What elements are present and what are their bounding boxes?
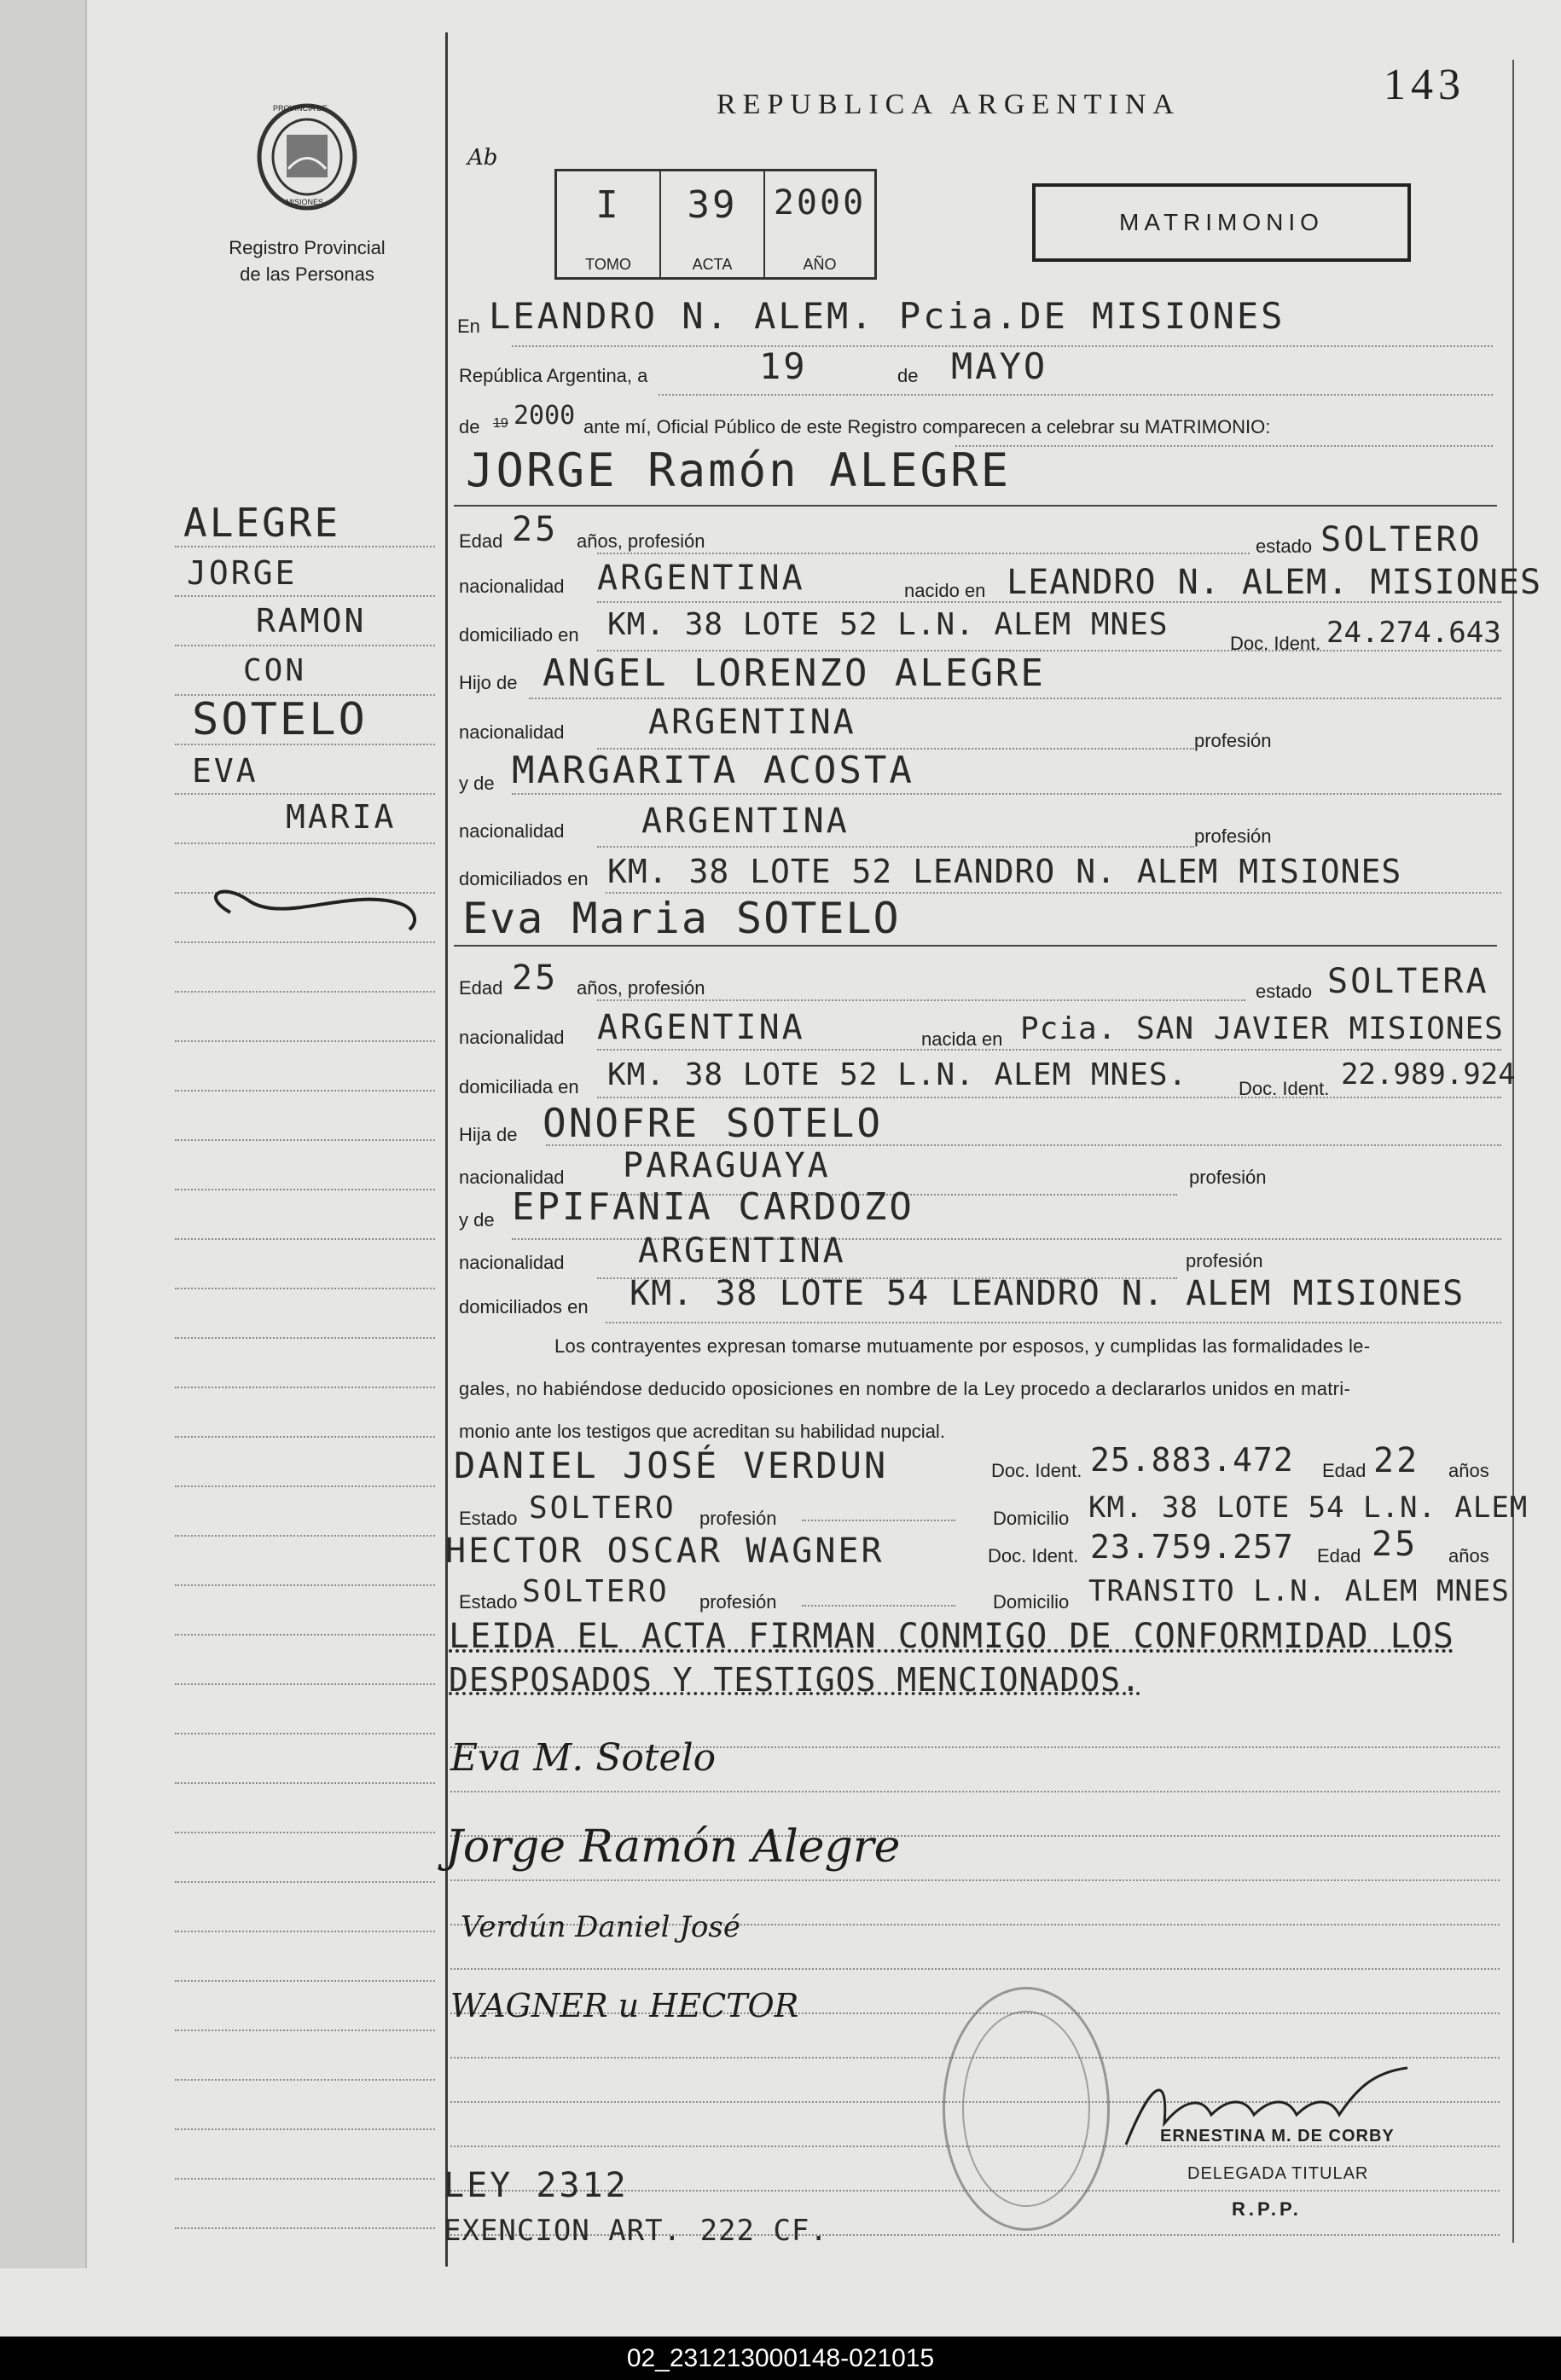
country-title: REPUBLICA ARGENTINA	[717, 89, 1181, 120]
bride-estado-label: estado	[1256, 981, 1313, 1002]
witness1-prof-label: profesión	[699, 1508, 777, 1529]
bride-doms-label: domiciliados en	[459, 1296, 589, 1317]
page-edge	[0, 0, 87, 2268]
declaration-line3: monio ante los testigos que acreditan su habilidad nupcial.	[459, 1421, 945, 1442]
groom-hijo-label: Hijo de	[459, 672, 518, 693]
bride-father-nac: PARAGUAYA	[623, 1146, 831, 1185]
margin-name4: MARIA	[286, 798, 397, 836]
signature-witness1: Verdún Daniel José	[461, 1910, 740, 1944]
marriage-place: LEANDRO N. ALEM. Pcia.DE MISIONES	[489, 295, 1285, 337]
groom-doc: 24.274.643	[1326, 616, 1501, 650]
groom-birthplace: LEANDRO N. ALEM. MISIONES	[1007, 563, 1542, 602]
provincial-seal-icon	[254, 101, 360, 213]
anio-value: 2000	[773, 183, 867, 223]
groom-edad-label: Edad	[459, 530, 503, 552]
acta-value: 39	[687, 183, 738, 227]
official-title: DELEGADA TITULAR	[1187, 2164, 1369, 2183]
right-border	[1512, 60, 1514, 2243]
witness2-edad-label: Edad	[1317, 1545, 1361, 1566]
bride-parents-dom: KM. 38 LOTE 54 LEANDRO N. ALEM MISIONES	[630, 1274, 1465, 1313]
bride-nacida-label: nacida en	[921, 1028, 1003, 1050]
bride-prof-label: profesión	[1189, 1167, 1267, 1188]
witness1-estado-label: Estado	[459, 1508, 518, 1529]
groom-domicilio: KM. 38 LOTE 52 L.N. ALEM MNES	[607, 607, 1169, 642]
groom-estado-label: estado	[1256, 536, 1313, 557]
en-label: En	[457, 316, 480, 337]
year-struck: 19	[493, 416, 508, 431]
initials: Ab	[467, 145, 498, 171]
margin-surname: ALEGRE	[183, 500, 341, 546]
witness1-doc: 25.883.472	[1090, 1441, 1294, 1479]
groom-prof-label: profesión	[1194, 730, 1272, 751]
margin-name2: RAMON	[256, 602, 367, 640]
de-year-label: de	[459, 416, 480, 437]
witness2-estado: SOLTERO	[522, 1574, 670, 1609]
groom-parents-dom: KM. 38 LOTE 52 LEANDRO N. ALEM MISIONES	[607, 853, 1402, 890]
groom-mother-nac: ARGENTINA	[641, 802, 850, 841]
witness1-dom-label: Domicilio	[993, 1508, 1070, 1529]
anio-cell	[765, 171, 874, 277]
witness2-prof-label: profesión	[699, 1591, 777, 1613]
groom-prof2-label: profesión	[1194, 825, 1272, 847]
scan-id: 02_231213000148-021015	[0, 2337, 1561, 2380]
bride-father-nac-label: nacionalidad	[459, 1167, 565, 1188]
bride-mother-nac-label: nacionalidad	[459, 1252, 565, 1273]
witness2-doc: 23.759.257	[1090, 1528, 1294, 1566]
de-label: de	[897, 365, 919, 386]
bride-anos-label: años, profesión	[577, 977, 705, 999]
anio-label: AÑO	[803, 256, 837, 273]
note-law: LEY 2312	[444, 2166, 629, 2205]
signature-groom: Jorge Ramón Alegre	[445, 1821, 901, 1873]
margin-divider	[445, 32, 448, 2267]
margin-name3: EVA	[192, 752, 258, 790]
witness2-age: 25	[1372, 1525, 1419, 1564]
official-name: ERNESTINA M. DE CORBY	[1160, 2127, 1395, 2145]
groom-mother-nac-label: nacionalidad	[459, 820, 565, 842]
bride-nac-label: nacionalidad	[459, 1027, 565, 1048]
registry-line1: Registro Provincial	[229, 237, 386, 258]
flourish-icon	[196, 878, 435, 938]
record-box	[554, 169, 877, 280]
acta-cell	[661, 171, 765, 277]
witness2-dom-label: Domicilio	[993, 1591, 1070, 1613]
groom-nacionalidad: ARGENTINA	[597, 559, 805, 598]
bride-doc: 22.989.924	[1341, 1057, 1516, 1092]
closing-line2: DESPOSADOS Y TESTIGOS MENCIONADOS.	[449, 1661, 1141, 1699]
tomo-cell	[557, 171, 661, 277]
groom-anos-label: años, profesión	[577, 530, 705, 552]
groom-name: JORGE Ramón ALEGRE	[466, 443, 1012, 497]
bride-dom-label: domiciliada en	[459, 1076, 579, 1097]
bride-domicilio: KM. 38 LOTE 52 L.N. ALEM MNES.	[607, 1057, 1188, 1092]
bride-mother-nac: ARGENTINA	[638, 1231, 846, 1271]
witness1-age: 22	[1373, 1441, 1420, 1480]
witness2-estado-label: Estado	[459, 1591, 518, 1613]
bride-nacionalidad: ARGENTINA	[597, 1008, 805, 1047]
groom-mother: MARGARITA ACOSTA	[512, 749, 914, 792]
bride-edad-label: Edad	[459, 977, 503, 999]
tomo-value: I	[595, 183, 621, 227]
witness2-domicilio: TRANSITO L.N. ALEM MNES	[1088, 1574, 1510, 1608]
intro-text: ante mí, Oficial Público de este Registro comparecen a celebrar su MATRIMONIO:	[583, 416, 1271, 437]
groom-father-nac-label: nacionalidad	[459, 721, 565, 743]
margin-con: CON	[243, 653, 307, 688]
groom-dom-label: domiciliado en	[459, 624, 579, 646]
bride-doc-label: Doc. Ident.	[1239, 1078, 1330, 1099]
bride-name: Eva Maria SOTELO	[462, 894, 901, 943]
marriage-month: MAYO	[951, 345, 1048, 387]
witness2-doc-label: Doc. Ident.	[988, 1545, 1079, 1566]
bride-estado: SOLTERA	[1327, 962, 1489, 1001]
groom-nacido-label: nacido en	[904, 580, 986, 601]
declaration-line2: gales, no habiéndose deducido oposiciones en nombre de la Ley procedo a declararlos unidos en matri-	[459, 1378, 1351, 1399]
groom-doms-label: domiciliados en	[459, 868, 589, 889]
witness1-name: DANIEL JOSÉ VERDUN	[454, 1445, 889, 1486]
witness1-estado: SOLTERO	[529, 1491, 676, 1526]
witness2-anos-label: años	[1448, 1545, 1489, 1566]
groom-estado: SOLTERO	[1320, 520, 1483, 559]
signature-witness2: WAGNER u HECTOR	[450, 1987, 799, 2024]
groom-father: ANGEL LORENZO ALEGRE	[543, 651, 1046, 695]
bride-birthplace: Pcia. SAN JAVIER MISIONES	[1020, 1011, 1504, 1046]
marriage-year: 2000	[514, 401, 576, 431]
witness1-doc-label: Doc. Ident.	[991, 1460, 1082, 1481]
seal-top-text: PROVINCIA DE	[273, 104, 328, 113]
closing-line1: LEIDA EL ACTA FIRMAN CONMIGO DE CONFORMIDAD LOS	[449, 1617, 1454, 1656]
bride-father: ONOFRE SOTELO	[543, 1100, 884, 1146]
tomo-label: TOMO	[585, 256, 631, 273]
bride-age: 25	[512, 958, 559, 998]
bride-yde-label: y de	[459, 1209, 495, 1231]
official-stamp	[943, 1987, 1110, 2231]
witness1-anos-label: años	[1448, 1460, 1489, 1481]
margin-name1: JORGE	[187, 554, 298, 592]
official-office: R.P.P.	[1232, 2198, 1302, 2220]
margin-surname2: SOTELO	[192, 694, 368, 745]
seal-bottom-text: MISIONES	[286, 198, 324, 206]
acta-label: ACTA	[692, 256, 733, 273]
marriage-day: 19	[759, 345, 808, 387]
record-type: MATRIMONIO	[1032, 183, 1411, 262]
republica-label: República Argentina, a	[459, 365, 648, 386]
groom-yde-label: y de	[459, 773, 495, 794]
witness1-edad-label: Edad	[1322, 1460, 1367, 1481]
groom-nac-label: nacionalidad	[459, 576, 565, 597]
witness1-domicilio: KM. 38 LOTE 54 L.N. ALEM	[1088, 1491, 1529, 1525]
note-exemption: EXENCION ART. 222 CF.	[444, 2214, 828, 2248]
declaration-line1: Los contrayentes expresan tomarse mutuamente por esposos, y cumplidas las formalidades le-	[554, 1335, 1371, 1357]
registry-line2: de las Personas	[240, 263, 374, 285]
groom-age: 25	[512, 510, 559, 549]
bride-hija-label: Hija de	[459, 1124, 518, 1145]
witness2-name: HECTOR OSCAR WAGNER	[445, 1532, 885, 1571]
signature-bride: Eva M. Sotelo	[450, 1736, 717, 1780]
bride-mother: EPIFANIA CARDOZO	[512, 1185, 914, 1229]
bride-prof2-label: profesión	[1186, 1250, 1263, 1271]
margin-index	[175, 495, 435, 2260]
page-number: 143	[1384, 61, 1465, 109]
groom-father-nac: ARGENTINA	[648, 703, 856, 742]
groom-doc-label: Doc. Ident.	[1230, 633, 1321, 654]
